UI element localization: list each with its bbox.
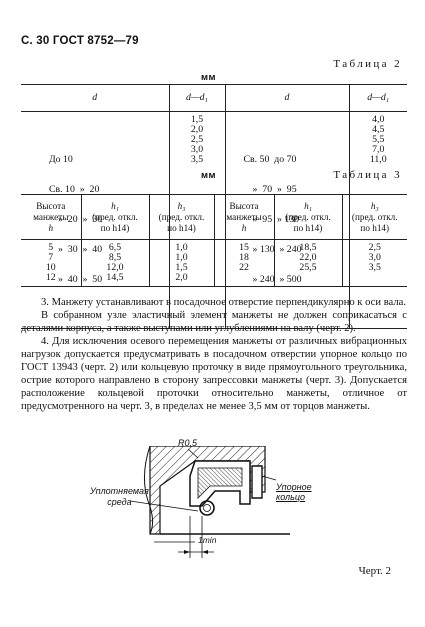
table2-header-row (21, 85, 407, 112)
table3-col-h-line: Высота (229, 200, 259, 211)
table3-body-row (21, 240, 407, 287)
table3-col-h-line: h (48, 222, 54, 233)
label-r: R0,5 (178, 438, 198, 448)
table2-left-value: 3,0 (190, 144, 204, 155)
table3-col-h1-line: (пред. откл. (92, 211, 138, 222)
table2-right-range: Св. 50 до 70 (243, 154, 297, 165)
table3-cell: 18 (239, 252, 249, 263)
table3-col-h3-line: (пред. откл. (158, 211, 205, 222)
table3-cell: 5 (48, 242, 54, 253)
table3-col-h-2 (214, 195, 274, 240)
table3-col-h3-line: (пред. откл. (351, 211, 398, 222)
table3-cell: 14,5 (106, 272, 124, 283)
table2-left-range: » 40 » 50 (58, 274, 103, 285)
table3-cell: 12,0 (106, 262, 124, 273)
table3-unit: мм (201, 170, 217, 181)
table2-left-value: 2,5 (190, 134, 204, 145)
table2-col-dd: d—d₁ (169, 85, 225, 112)
retaining-ring (252, 466, 262, 498)
page-header: С. 30 ГОСТ 8752—79 (21, 35, 139, 47)
table3-cell: 7 (48, 252, 54, 263)
table2-right-range: » 70 » 95 (252, 184, 297, 195)
table3-cell: 25,5 (299, 262, 317, 273)
table2-right-value: 5,5 (372, 134, 385, 145)
table3-cell: 8,5 (108, 252, 122, 263)
table3-cell: 22 (239, 262, 249, 273)
table3-col-h3-line: h₃ (177, 200, 186, 211)
table3-cell: 3,5 (368, 262, 381, 273)
table3-cell: 6,5 (108, 242, 122, 253)
table3-cell: 2,5 (368, 242, 381, 253)
paragraph-3-cont: В собранном узле эластичный элемент манжеты не должен соприкасаться с деталями корпуса, а также выступами или углублениями на валу (черт. 2). (21, 310, 407, 334)
spring-icon (200, 501, 214, 515)
table2-left-range: » 30 » 40 (58, 244, 103, 255)
table2-left-value: 1,5 (190, 114, 204, 125)
table2-col-dd-2: d—d₁ (349, 85, 407, 112)
table2-unit: мм (201, 72, 217, 83)
table3-cell: 1,0 (175, 242, 188, 253)
table2-right-value: 11,0 (369, 154, 387, 165)
table2-left-range: » 20 » 30 (58, 214, 103, 225)
table3-h3-left (149, 240, 214, 287)
table2-right-range: » 240 » 500 (252, 274, 302, 285)
table3-col-h1-line: (пред. откл. (285, 211, 331, 222)
table2-right-value: 7,0 (372, 144, 385, 155)
table3-col-h1-line: по h14) (100, 222, 130, 233)
table3-col-h3-line: h₃ (370, 200, 379, 211)
table3-h1-left (81, 240, 149, 287)
table2-right-value: 4,0 (372, 114, 385, 125)
table3-h1-right (274, 240, 342, 287)
body-text (21, 296, 407, 413)
table3-col-h1-line: h₁ (111, 200, 119, 211)
label-dim: 1min (198, 535, 217, 545)
table3-cell: 10 (45, 262, 56, 273)
table3-cell: 3,0 (368, 252, 381, 263)
table3-col-h3 (149, 195, 214, 240)
table3-cell: 22,0 (299, 252, 317, 263)
table3-col-h-line: манжеты (33, 211, 69, 222)
label-medium-line: среда (107, 497, 132, 507)
paragraph-4: 4. Для исключения осевого перемещения манжеты от различных вибрационных нагрузок допускается предусматривать в посадочном отверстии упорное кольцо по ГОСТ 13943 (черт. 2) или кольцевую проточку в виде прямоугольного треугольника, острие которого направлено в сторону запрессовки манжеты (черт. 3). Допускается расположение кольцевой проточки относительно манжеты, отличное от предусмотренного на черт. 3, в пределах не менее 3,5 мм от торцов манжеты. (21, 336, 407, 412)
table3-cell: 12 (45, 272, 56, 283)
table2-right-range: » 130 » 240 (252, 244, 302, 255)
table3-col-h3-line: по h14) (167, 222, 196, 233)
table3-col-h-line: h (241, 222, 247, 233)
table3 (21, 194, 407, 287)
label-ring-line: кольцо (276, 492, 306, 502)
table2-title: Таблица 2 (333, 58, 402, 70)
paragraph-3: 3. Манжету устанавливают в посадочное отверстие перпендикулярно к оси вала. (41, 297, 406, 308)
table3-col-h3-line: по h14) (360, 222, 390, 233)
label-medium (90, 486, 149, 508)
label-ring-line: Упорное (276, 482, 312, 492)
table2-left-range: Св. 10 » 20 (49, 184, 100, 195)
table3-col-h-line: Высота (36, 200, 66, 211)
table2-col-d-2: d (225, 85, 349, 112)
table2-left-range: До 10 (49, 154, 73, 165)
table2-col-d: d (21, 85, 169, 112)
figure-caption: Черт. 2 (358, 565, 391, 577)
table3-h-left (21, 240, 81, 287)
table2-right-range: » 95 » 130 (252, 214, 300, 225)
table3-col-h (21, 195, 81, 240)
table3-h-right (214, 240, 274, 287)
seal-drawing (90, 446, 320, 571)
table3-cell: 18,5 (299, 242, 317, 253)
table2-right-value: 4,5 (372, 124, 385, 135)
table3-cell: 2,0 (175, 272, 188, 283)
label-medium-line: Уплотняемая (90, 486, 149, 496)
table2-left-value: 2,0 (190, 124, 204, 135)
table3-title: Таблица 3 (333, 169, 402, 181)
table3-cell: 1,5 (175, 262, 188, 273)
table3-col-h1 (81, 195, 149, 240)
table3-col-h1-line: h₁ (304, 200, 312, 211)
table2-left-value: 3,5 (190, 154, 204, 165)
table3-col-h-line: манжеты (226, 211, 262, 222)
table3-col-h3-2 (342, 195, 407, 240)
label-ring (276, 482, 312, 502)
table3-col-h1-2 (274, 195, 342, 240)
table3-header-row (21, 195, 407, 240)
table3-h3-right (342, 240, 407, 287)
table3-cell: 15 (239, 242, 249, 253)
table3-col-h1-line: по h14) (293, 222, 323, 233)
table3-cell: 1,0 (175, 252, 188, 263)
